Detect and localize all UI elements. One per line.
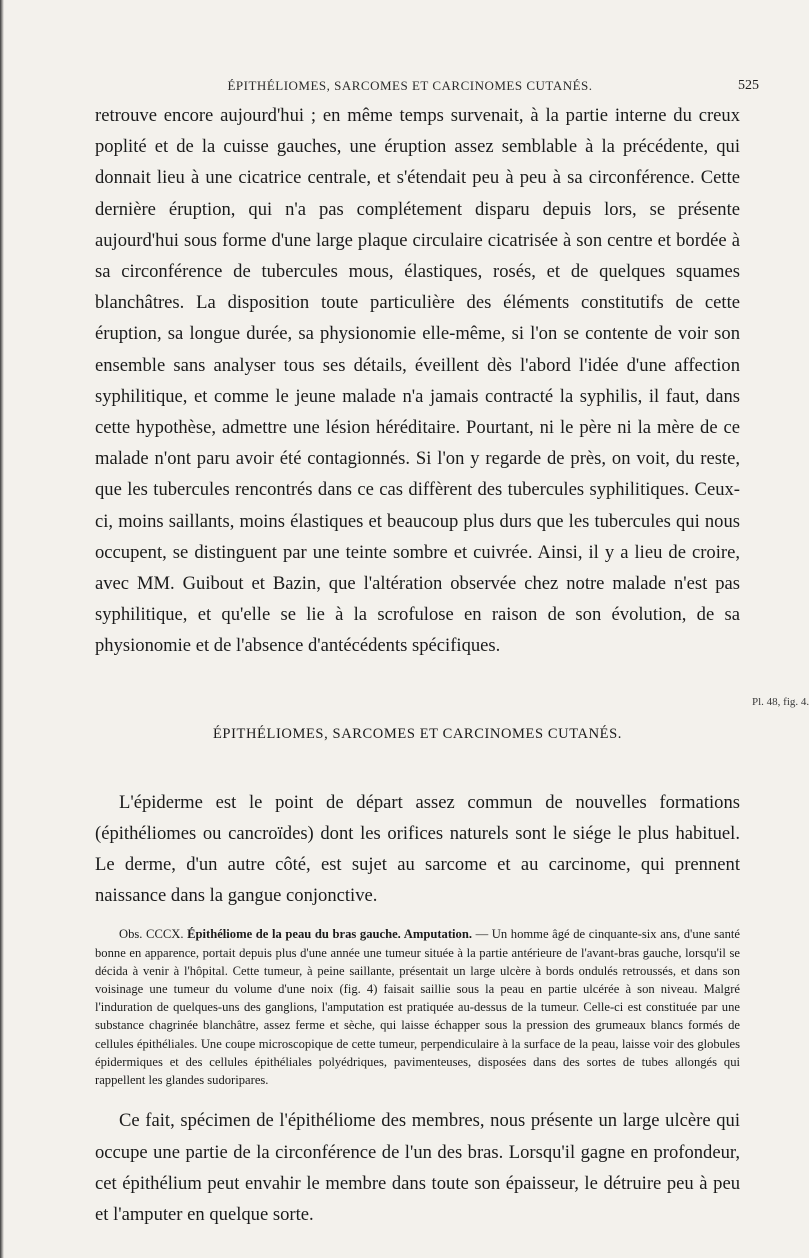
page-body (95, 100, 740, 1230)
observation-paragraph (95, 925, 740, 1089)
observation-title: Épithéliome de la peau du bras gauche. Amputation. (187, 927, 472, 942)
binding-edge (0, 0, 4, 1258)
observation-label: Obs. CCCX. (119, 927, 184, 942)
section-title: ÉPITHÉLIOMES, SARCOMES ET CARCINOMES CUTANÉS. (212, 725, 623, 742)
running-head: ÉPITHÉLIOMES, SARCOMES ET CARCINOMES CUTANÉS. (227, 78, 593, 93)
paragraph-conclusion: Ce fait, spécimen de l'épithéliome des membres, nous présente un large ulcère qui occupe une partie de la circonférence de l'un des bras. Lorsqu'il gagne en profondeur, cet épithélium peut envahir le membre dans toute son épaisseur, le détruire peu à peu et l'amputer en quelque sorte. (95, 1110, 740, 1225)
paragraph-continuation: retrouve encore aujourd'hui ; en même temps survenait, à la partie interne du creux poplité et de la cuisse gauches, une éruption assez semblable à la précédente, qui donnait lieu à une cicatrice centrale, et s'étendait peu à peu à sa circonférence. Cette dernière éruption, qui n'a pas complétement disparu depuis lors, se présente aujourd'hui sous forme d'une large plaque circulaire cicatrisée à son centre et bordée à sa circonférence de tubercules mous, élastiques, rosés, et de quelques squames blanchâtres. La disposition toute particulière des éléments constitutifs de cette éruption, sa longue durée, sa physionomie elle-même, si l'on se contente de voir son ensemble sans analyser tous ses détails, éveillent dès l'abord l'idée d'une affection syphilitique, et comme le jeune malade n'a jamais contracté la syphilis, il faut, dans cette hypothèse, admettre une lésion héréditaire. Pourtant, ni le père ni la mère de ce malade n'ont paru avoir été contagionnés. Si l'on y regarde de près, on voit, du reste, que les tubercules rencontrés dans ce cas diffèrent des tubercules syphilitiques. Ceux-ci, moins saillants, moins élastiques et beaucoup plus durs que les tubercules qui nous occupent, se distinguent par une teinte sombre et cuivrée. Ainsi, il y a lieu de croire, avec MM. Guibout et Bazin, que l'altération observée chez notre malade n'est pas syphilitique, et qu'elle se lie à la scrofulose en raison de son évolution, de sa physionomie et de l'absence d'antécédents spécifiques. (95, 105, 740, 657)
margin-figure-reference: Pl. 48, fig. 4. (752, 696, 809, 708)
observation-text: — Un homme âgé de cinquante-six ans, d'une santé bonne en apparence, portait depuis plus d'une année une tumeur située à la partie antérieure de l'avant-bras gauche, lorsqu'il se décida à venir à l'hôpital. Cette tumeur, à peine saillante, présentait un large ulcère à bords ondulés retroussés, et dans son voisinage une tumeur du volume d'une noix (fig. 4) faisait saillie sous la peau en partie ulcérée à son niveau. Malgré l'induration de quelques-uns des ganglions, l'amputation est pratiquée au-dessus de la tumeur. Celle-ci est constituée par une substance chagrinée blanchâtre, assez ferme et sèche, qui laisse échapper sous la pression des grumeaux blancs formés de cellules épithéliales. Une coupe microscopique de cette tumeur, perpendiculaire à la surface de la peau, laisse voir des globules épidermiques et des cellules épithéliales polyédriques, pavimenteuses, disposées dans des sortes de tubes allongés qui rappellent les glandes sudoripares. (95, 927, 740, 1088)
paragraph-intro: L'épiderme est le point de départ assez commun de nouvelles formations (épithéliomes ou cancroïdes) dont les orifices naturels sont le siége le plus habituel. Le derme, d'un autre côté, est sujet au sarcome et au carcinome, qui prennent naissance dans la gangue conjonctive. (95, 791, 740, 907)
page-number: 525 (738, 78, 759, 93)
